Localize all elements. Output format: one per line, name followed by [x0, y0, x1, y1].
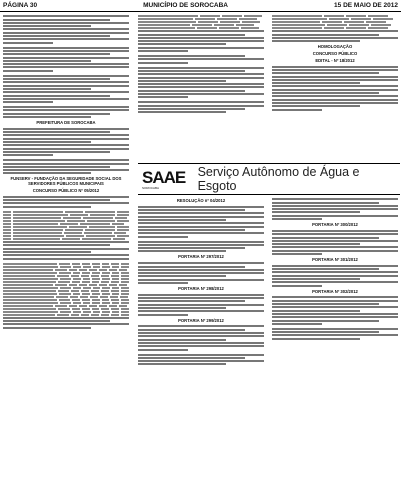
results-table [3, 211, 129, 240]
classification-table [3, 263, 129, 316]
portaria-6-title: PORTARIA Nº 302/2012 [312, 288, 358, 294]
concurso-edital-title: CONCURSO PÚBLICO [312, 51, 358, 57]
column-right-top [272, 14, 398, 162]
page-number: PÁGINA 30 [3, 2, 38, 9]
edital-title: EDITAL - Nº 18/2012 [315, 57, 355, 63]
page-header [0, 0, 401, 12]
homologacao-title: HOMOLOGAÇÃO [317, 44, 353, 50]
prefeitura-title: PREFEITURA DE SOROCABA [36, 120, 96, 126]
publication-date: 15 DE MAIO DE 2012 [334, 2, 398, 9]
saae-title: Serviço Autônomo de Água e Esgoto [197, 165, 360, 193]
saae-logo: SAAE SOROCABA [142, 167, 186, 190]
portaria-2-title: PORTARIA Nº 298/2012 [178, 286, 224, 291]
funserv-title: FUNSERV - FUNDAÇÃO DA SEGURIDADE SOCIAL DOS SERVIDORES PÚBLICOS MUNICIPAIS [10, 176, 122, 187]
concurso-title: CONCURSO PÚBLICO Nº 05/2012 [32, 188, 100, 194]
portaria-4-title: PORTARIA Nº 300/2012 [312, 222, 358, 228]
section-title: MUNICÍPIO DE SOROCABA [143, 2, 228, 9]
column-right-bottom [272, 197, 398, 478]
saae-banner [138, 163, 400, 195]
top-table [138, 15, 264, 29]
portaria-3-title: PORTARIA Nº 299/2012 [178, 317, 224, 323]
column-middle-top [138, 14, 264, 162]
column-left [3, 14, 129, 478]
text-block [3, 15, 129, 43]
portaria-5-title: PORTARIA Nº 301/2012 [312, 256, 358, 262]
portaria-1-title: PORTARIA Nº 297/2012 [178, 254, 224, 260]
resolucao-title: RESOLUÇÃO nº 04/2012 [176, 198, 226, 203]
column-middle-bottom [138, 197, 264, 478]
